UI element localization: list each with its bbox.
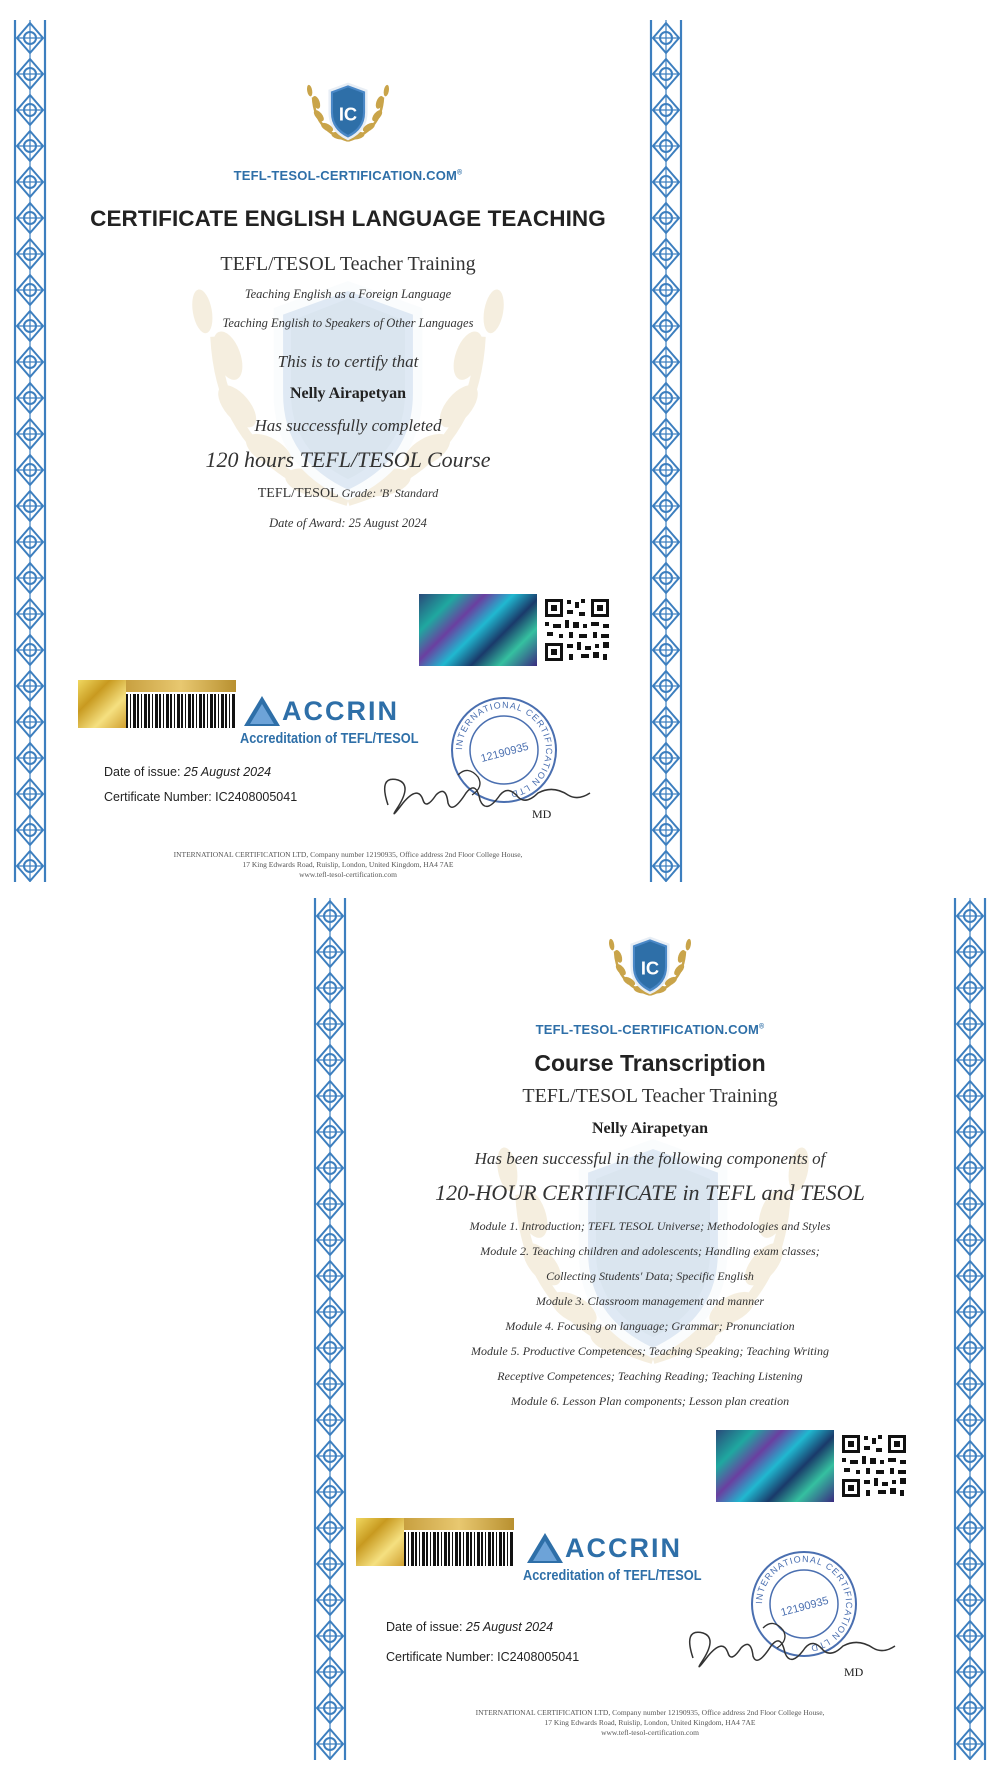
svg-text:IC: IC [338, 103, 358, 125]
module-line: Module 5. Productive Competences; Teaching Speaking; Teaching Writing [471, 1344, 829, 1358]
ic-logo [298, 72, 398, 156]
module-line: Module 4. Focusing on language; Grammar; Pronunciation [505, 1319, 795, 1333]
svg-text:INTERNATIONAL CERTIFICATION LT: INTERNATIONAL CERTIFICATION LTD [453, 699, 555, 800]
site-name: TEFL-TESOL-CERTIFICATION.COM® [233, 168, 463, 183]
certificate-title: CERTIFICATE ENGLISH LANGUAGE TEACHING [90, 206, 606, 231]
left-border [12, 20, 48, 882]
certificate-number: Certificate Number: IC2408005041 [104, 790, 298, 804]
security-barcode-sticker [78, 680, 236, 728]
subtitle: TEFL/TESOL Teacher Training [522, 1085, 778, 1107]
tefl-definition: Teaching English as a Foreign Language [244, 287, 452, 301]
svg-text:12190935: 12190935 [479, 740, 530, 766]
svg-text:IC: IC [640, 957, 660, 979]
svg-text:INTERNATIONAL CERTIFICATION LT: INTERNATIONAL CERTIFICATION LTD [753, 1553, 855, 1654]
tesol-definition: Teaching English to Speakers of Other Languages [222, 316, 474, 330]
module-line: Module 2. Teaching children and adolescents; Handling exam classes; [480, 1244, 820, 1258]
intro-text: Has been successful in the following components of [474, 1149, 826, 1168]
subtitle: TEFL/TESOL Teacher Training [220, 253, 476, 275]
certify-text: This is to certify that [277, 352, 419, 371]
hologram [419, 594, 537, 666]
course-name: 120-HOUR CERTIFICATE in TEFL and TESOL [435, 1180, 865, 1205]
grade-line: TEFL/TESOL Grade: 'B' Standard [257, 486, 439, 501]
transcript-title: Course Transcription [534, 1050, 766, 1076]
certificate-page [12, 20, 684, 882]
date-of-award: Date of Award: 25 August 2024 [269, 516, 427, 530]
module-line: Receptive Competences; Teaching Reading; Teaching Listening [497, 1369, 803, 1383]
issue-date: Date of issue: 25 August 2024 [104, 765, 272, 779]
transcript-page [312, 898, 988, 1760]
module-line: Module 1. Introduction; TEFL TESOL Universe; Methodologies and Styles [469, 1219, 831, 1233]
accrin-logo: ACCRIN Accreditation of TEFL/TESOL [240, 696, 419, 747]
recipient-name: Nelly Airapetyan [592, 1120, 708, 1137]
company-footer: INTERNATIONAL CERTIFICATION LTD, Company number 12190935, Office address 2nd Floor College House, 17 King Edwards Road, Ruislip, London, United Kingdom, HA4 7AE www.tefl-tesol-certification.com [475, 1708, 825, 1737]
module-line: Module 6. Lesson Plan components; Lesson plan creation [510, 1394, 790, 1408]
signature [368, 755, 598, 825]
svg-text:12190935: 12190935 [779, 1594, 830, 1620]
site-name: TEFL-TESOL-CERTIFICATION.COM® [535, 1022, 765, 1037]
certificate-number: Certificate Number: IC2408005041 [386, 1650, 580, 1664]
company-footer: INTERNATIONAL CERTIFICATION LTD, Company number 12190935, Office address 2nd Floor College House, 17 King Edwards Road, Ruislip, London, United Kingdom, HA4 7AE www.tefl-tesol-certification.com [173, 850, 523, 879]
module-line: Module 3. Classroom management and manner [535, 1294, 765, 1308]
module-line: Collecting Students' Data; Specific English [546, 1269, 754, 1283]
issue-date: Date of issue: 25 August 2024 [386, 1620, 554, 1634]
qr-code[interactable] [537, 594, 617, 666]
right-border [952, 898, 988, 1760]
ic-logo [600, 926, 700, 1010]
right-border [648, 20, 684, 882]
hologram [716, 1430, 834, 1502]
accrin-logo: ACCRIN Accreditation of TEFL/TESOL [523, 1533, 702, 1584]
recipient-name: Nelly Airapetyan [290, 385, 406, 402]
md-label: MD [532, 807, 552, 821]
course-name: 120 hours TEFL/TESOL Course [205, 447, 491, 472]
security-barcode-sticker [356, 1518, 514, 1566]
md-label: MD [844, 1665, 864, 1679]
qr-code[interactable] [834, 1430, 914, 1502]
completed-text: Has successfully completed [254, 416, 442, 435]
signature [668, 1608, 908, 1678]
left-border [312, 898, 348, 1760]
